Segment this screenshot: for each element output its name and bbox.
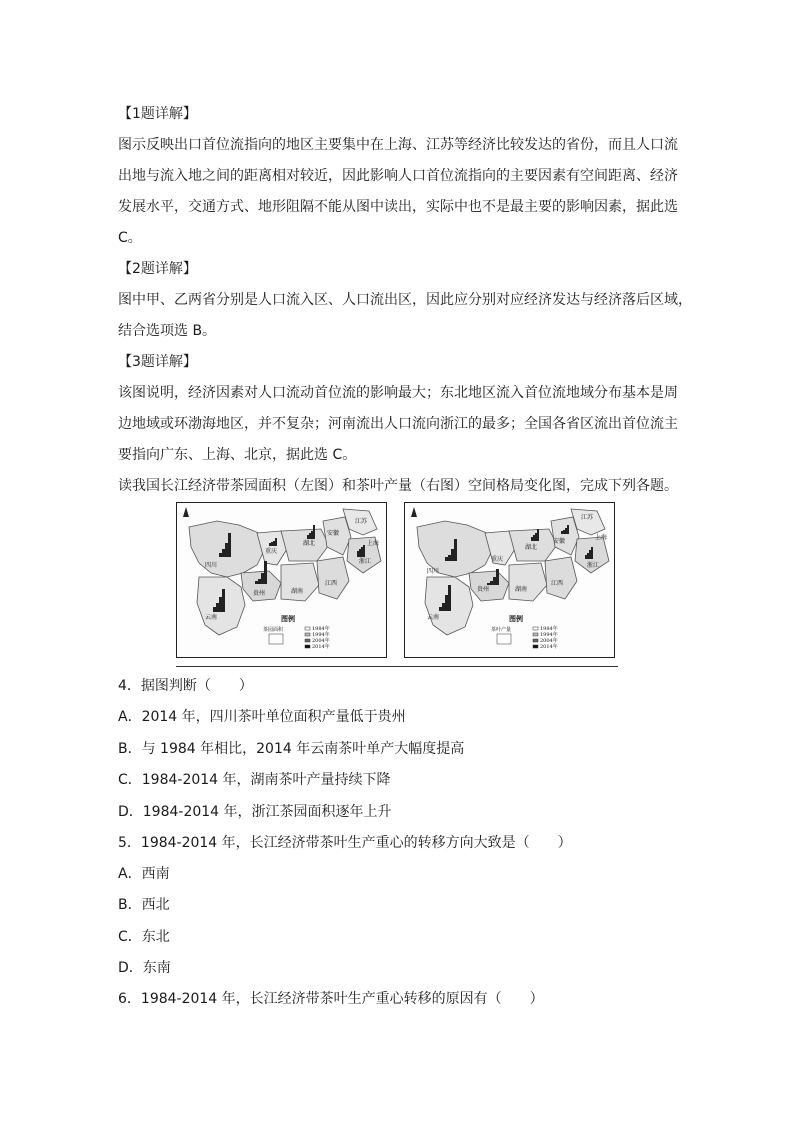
left-label-zhejiang: 浙江 [359, 558, 372, 565]
left-bar-sichuan-2004 [225, 543, 228, 557]
right-label-guizhou: 贵州 [477, 586, 490, 593]
section3-line-2: 边地域或环渤海地区，并不复杂；河南流出人口流向浙江的最多；全国各省区流出首位流主 [118, 416, 678, 432]
right-bar-sichuan-2014 [454, 539, 457, 561]
left-bar-yunnan-1984 [213, 607, 216, 612]
q5-stem: 5．1984-2014 年，长江经济带茶叶生产重心的转移方向大致是（ ） [118, 835, 572, 851]
q5-option-b: B．西北 [118, 897, 170, 913]
left-label-hunan: 湖南 [291, 588, 304, 595]
north-arrow-icon [411, 507, 417, 517]
left-label-anhui: 安徽 [327, 530, 340, 537]
right-label-anhui: 安徽 [553, 538, 566, 545]
section1-line-2: 出地与流入地之间的距离相对较近，因此影响人口首位流指向的主要因素有空间距离、经济 [118, 168, 678, 184]
right-bar-anhui-1984 [561, 531, 563, 534]
section3-heading: 【3题详解】 [118, 354, 197, 370]
right-bar-zhejiang-1984 [585, 555, 587, 559]
right-legend-year-2014: 2014年 [540, 644, 558, 650]
q4-stem: 4．据图判断（ ） [118, 678, 253, 694]
left-bar-chongqing-1994 [271, 542, 273, 546]
left-bar-sichuan-2014 [228, 533, 231, 557]
left-legend-year-2004: 2004年 [312, 638, 330, 644]
right-bar-anhui-2014 [567, 525, 569, 534]
q4-option-b: B．与 1984 年相比，2014 年云南茶叶单产大幅度提高 [118, 741, 465, 757]
right-bar-hubei-1984 [531, 537, 533, 541]
right-bar-zhejiang-1994 [587, 553, 589, 559]
left-label-jiangsu: 江苏 [355, 518, 368, 525]
region-shape-hunan [509, 563, 547, 601]
right-bar-guizhou-2004 [493, 577, 496, 585]
left-legend-sample-bars [269, 634, 283, 644]
left-bar-guizhou-1994 [258, 579, 261, 584]
left-bar-guizhou-2004 [261, 573, 264, 584]
left-label-yunnan: 云南 [205, 614, 218, 621]
right-bar-sichuan-2004 [451, 549, 454, 561]
right-bar-sichuan-1994 [448, 555, 451, 561]
tea-output-map-svg [405, 503, 613, 656]
left-label-shanghai: 上海 [367, 540, 380, 547]
left-bar-chongqing-1984 [269, 543, 271, 546]
left-bar-yunnan-1994 [216, 603, 219, 612]
left-bar-hubei-1984 [307, 535, 309, 539]
left-bar-chongqing-2014 [275, 538, 277, 546]
section1-line-1: 图示反映出口首位流指向的地区主要集中在上海、江苏等经济比较发达的省份，而且人口流 [118, 137, 678, 153]
left-bar-hubei-1994 [309, 533, 311, 539]
right-legend [491, 614, 558, 650]
left-label-guizhou: 贵州 [253, 590, 266, 597]
right-label-zhejiang: 浙江 [587, 562, 600, 569]
right-label-shanghai: 上海 [595, 534, 608, 541]
region-shape-hunan [281, 563, 319, 601]
right-bar-hubei-2014 [537, 529, 539, 541]
right-bar-guizhou-1994 [490, 581, 493, 585]
left-bar-chongqing-2004 [273, 541, 275, 546]
figure-intro: 读我国长江经济带茶园面积（左图）和茶叶产量（右图）空间格局变化图，完成下列各题。 [118, 478, 678, 494]
q5-option-c: C．东北 [118, 929, 170, 945]
q4-option-a: A．2014 年，四川茶叶单位面积产量低于贵州 [118, 709, 406, 725]
q6-stem: 6．1984-2014 年，长江经济带茶叶生产重心转移的原因有（ ） [118, 991, 544, 1007]
region-shape-jiangxi [317, 557, 349, 599]
left-bar-sichuan-1984 [219, 553, 222, 557]
q5-option-a: A．西南 [118, 866, 170, 882]
right-legend-year-1994: 1994年 [540, 632, 558, 638]
section1-line-3: 发展水平，交通方式、地形阻隔不能从图中读出，实际中也不是最主要的影响因素，据此选 [118, 199, 678, 215]
right-bar-zhejiang-2014 [591, 547, 593, 559]
left-bar-hubei-2004 [311, 531, 313, 539]
right-bar-yunnan-2014 [448, 585, 451, 611]
right-label-hubei: 湖北 [525, 544, 538, 551]
left-legend-title: 图例 [281, 614, 295, 623]
region-shape-jiangxi [545, 557, 577, 599]
map-figure [176, 502, 618, 668]
section3-line-3: 要指向广东、上海、北京，据此选 C。 [118, 447, 357, 463]
right-bar-yunnan-1994 [442, 603, 445, 611]
section2-heading: 【2题详解】 [118, 261, 197, 277]
right-label-jiangxi: 江西 [551, 580, 564, 587]
section2-line-2: 结合选项选 B。 [118, 323, 217, 339]
left-legend-item: 茶园面积 [263, 627, 284, 633]
right-legend-title: 图例 [509, 614, 523, 623]
left-bar-hubei-2014 [313, 525, 315, 539]
right-legend-year-2004: 2004年 [540, 638, 558, 644]
right-bar-yunnan-2004 [445, 595, 448, 611]
right-label-hunan: 湖南 [515, 586, 528, 593]
left-legend-year-2014: 2014年 [312, 644, 330, 650]
left-bar-guizhou-1984 [255, 581, 258, 584]
north-arrow-icon [183, 507, 189, 517]
left-bar-zhejiang-1984 [357, 551, 359, 557]
left-bar-zhejiang-2014 [363, 545, 365, 557]
left-legend [263, 614, 330, 650]
tea-area-map [176, 502, 387, 658]
tea-area-map-svg [177, 503, 385, 656]
left-bar-zhejiang-1994 [359, 549, 361, 557]
right-bar-sichuan-1984 [445, 557, 448, 561]
left-label-hubei: 湖北 [303, 540, 316, 547]
section1-line-4: C。 [118, 230, 142, 246]
left-bar-zhejiang-2004 [361, 547, 363, 557]
right-bar-anhui-1994 [563, 530, 565, 534]
left-bar-yunnan-2014 [222, 589, 225, 612]
figure-divider [176, 666, 618, 667]
left-label-jiangxi: 江西 [325, 580, 338, 587]
right-legend-sample-bars [497, 634, 511, 644]
tea-output-map [404, 502, 615, 658]
left-bar-yunnan-2004 [219, 597, 222, 612]
right-bar-hubei-1994 [533, 535, 535, 541]
right-label-chongqing: 重庆 [491, 556, 504, 563]
right-bar-guizhou-2014 [496, 569, 499, 585]
right-bar-hubei-2004 [535, 533, 537, 541]
section1-heading: 【1题详解】 [118, 106, 197, 122]
section3-line-1: 该图说明，经济因素对人口流动首位流的影响最大；东北地区流入首位流地域分布基本是周 [118, 385, 678, 401]
right-bar-yunnan-1984 [439, 607, 442, 611]
q5-option-d: D．东南 [118, 960, 171, 976]
right-bar-anhui-2004 [565, 528, 567, 534]
section2-line-1: 图中甲、乙两省分别是人口流入区、人口流出区，因此应分别对应经济发达与经济落后区域， [118, 292, 692, 308]
right-bar-zhejiang-2004 [589, 550, 591, 559]
left-legend-year-1984: 1984年 [312, 626, 330, 632]
left-legend-year-1994: 1994年 [312, 632, 330, 638]
q4-option-d: D．1984-2014 年，浙江茶园面积逐年上升 [118, 804, 392, 820]
right-legend-year-1984: 1984年 [540, 626, 558, 632]
right-label-jiangsu: 江苏 [581, 514, 594, 521]
right-label-sichuan: 四川 [427, 568, 440, 575]
left-label-sichuan: 四川 [205, 562, 218, 569]
right-legend-item: 茶叶产量 [491, 627, 512, 633]
left-label-chongqing: 重庆 [265, 548, 278, 555]
right-label-yunnan: 云南 [427, 614, 440, 621]
q4-option-c: C．1984-2014 年，湖南茶叶产量持续下降 [118, 772, 391, 788]
left-bar-sichuan-1994 [222, 549, 225, 557]
left-bar-guizhou-2014 [264, 561, 267, 584]
right-bar-guizhou-1984 [487, 583, 490, 585]
